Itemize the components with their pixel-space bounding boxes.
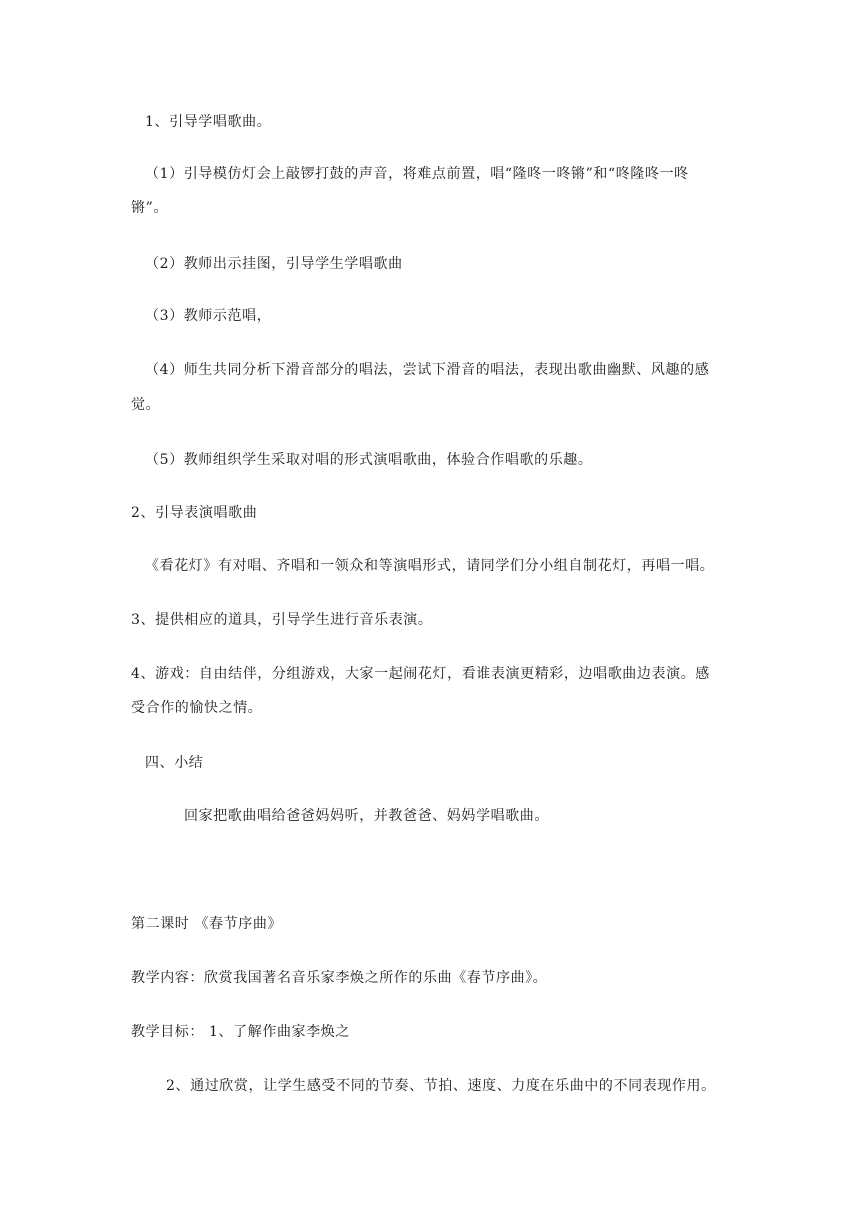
step-1-heading: 1、引导学唱歌曲。	[145, 114, 272, 130]
teaching-content: 教学内容：欣赏我国著名音乐家李焕之所作的乐曲《春节序曲》。	[131, 970, 548, 986]
step-2-description: 《看花灯》有对唱、齐唱和一领众和等演唱形式，请同学们分小组自制花灯，再唱一唱。	[145, 558, 715, 574]
summary-text: 回家把歌曲唱给爸爸妈妈听，并教爸爸、妈妈学唱歌曲。	[184, 808, 549, 824]
step-1-1-line-2: 锵”。	[131, 200, 168, 216]
step-4-line-2: 受合作的愉快之情。	[131, 700, 263, 716]
teaching-goal-2: 2、通过欣赏，让学生感受不同的节奏、节拍、速度、力度在乐曲中的不同表现作用。	[166, 1078, 716, 1094]
step-1-1-line-1: （1）引导模仿灯会上敲锣打鼓的声音，将难点前置，唱“隆咚一咚锵”和“咚隆咚一咚	[145, 166, 689, 182]
step-2-heading: 2、引导表演唱歌曲	[131, 505, 258, 521]
step-4-line-1: 4、游戏：自由结伴，分组游戏，大家一起闹花灯，看谁表演更精彩，边唱歌曲边表演。感	[131, 666, 710, 682]
step-3: 3、提供相应的道具，引导学生进行音乐表演。	[131, 612, 433, 628]
step-1-4-line-2: 觉。	[131, 397, 161, 413]
step-1-2: （2）教师出示挂图，引导学生学唱歌曲	[145, 256, 403, 272]
step-1-3: （3）教师示范唱，	[145, 308, 272, 324]
step-1-5: （5）教师组织学生采取对唱的形式演唱歌曲，体验合作唱歌的乐趣。	[145, 452, 593, 468]
step-1-4-line-1: （4）师生共同分析下滑音部分的唱法，尝试下滑音的唱法，表现出歌曲幽默、风趣的感	[145, 362, 710, 378]
lesson-2-title: 第二课时 《春节序曲》	[131, 916, 283, 932]
section-summary-heading: 四、小结	[145, 755, 204, 771]
teaching-goal-1: 教学目标： 1、了解作曲家李焕之	[131, 1024, 350, 1040]
